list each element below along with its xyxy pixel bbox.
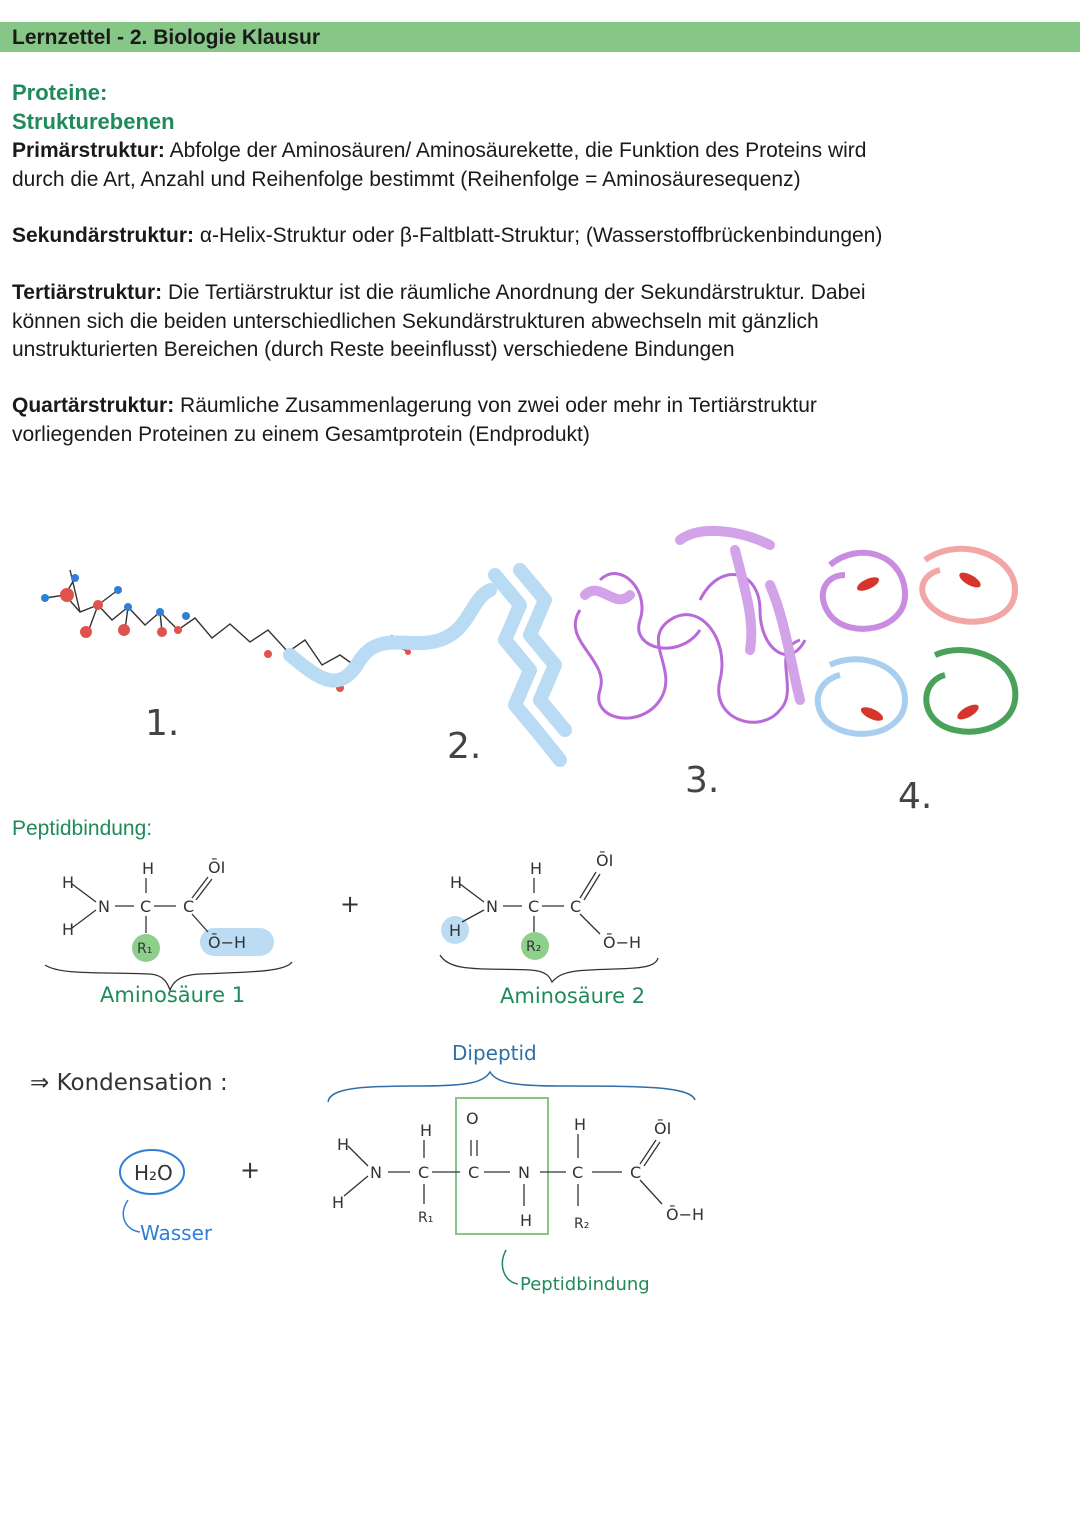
amino-acid-1-label: Aminosäure 1: [100, 983, 246, 1007]
secondary-term: Sekundärstruktur:: [12, 224, 195, 247]
tertiary-line3: unstrukturierten Bereichen (durch Reste beeinflusst) verschiedene Bindungen: [12, 338, 735, 361]
heading-proteins: Proteine:: [12, 80, 108, 105]
dp-h-n2: H: [520, 1211, 533, 1230]
tertiary-term: Tertiärstruktur:: [12, 281, 163, 304]
aa2-c-alpha: C: [528, 897, 540, 916]
dp-h-top: H: [337, 1135, 350, 1154]
page-title: Lernzettel - 2. Biologie Klausur: [12, 26, 321, 49]
aa1-r1: R₁: [137, 941, 153, 957]
water-arrow: [123, 1200, 140, 1232]
aa1-h-bottom: H: [62, 920, 75, 939]
amino-acid-1-structure: [62, 858, 274, 962]
dp-r1: R₁: [418, 1210, 434, 1226]
dp-c1: C: [418, 1163, 430, 1182]
amino-acid-2-structure: [441, 851, 641, 960]
dp-oh: Ō−H: [666, 1205, 705, 1224]
aa2-n: N: [486, 897, 498, 916]
dp-c-carboxyl: C: [630, 1163, 642, 1182]
aa1-h-top: H: [62, 873, 75, 892]
aa1-h-alpha: H: [142, 859, 155, 878]
quaternary-line2: vorliegenden Proteinen zu einem Gesamtprotein (Endprodukt): [12, 422, 590, 446]
dp-c-carbonyl: C: [468, 1163, 480, 1182]
level-number-2: 2.: [447, 726, 482, 767]
dp-o-carbonyl: O: [466, 1109, 479, 1128]
peptide-bond-label: Peptidbindung: [520, 1274, 650, 1295]
amino-acid-2-label: Aminosäure 2: [500, 984, 646, 1008]
aa2-oh: Ō−H: [603, 933, 642, 952]
primary-line1: Abfolge der Aminosäuren/ Aminosäurekette, die Funktion des Proteins wird: [164, 139, 867, 162]
quaternary-term: Quartärstruktur:: [12, 394, 175, 417]
dp-c2: C: [572, 1163, 584, 1182]
level-number-3: 3.: [685, 760, 720, 801]
dp-r2: R₂: [574, 1216, 590, 1232]
plus-sign-2: +: [240, 1156, 261, 1184]
peptide-bond-arrow: [502, 1250, 518, 1284]
heading-structure-levels: Strukturebenen: [12, 109, 175, 134]
dp-n1: N: [370, 1163, 382, 1182]
aa2-c-carboxyl: C: [570, 897, 582, 916]
aa1-o-double: ŌI: [208, 858, 226, 877]
dp-h1: H: [420, 1121, 433, 1140]
water-label: Wasser: [140, 1221, 213, 1245]
peptide-bond-heading: Peptidbindung:: [12, 817, 153, 840]
aa1-c-alpha: C: [140, 897, 152, 916]
dp-h-bottom: H: [332, 1193, 345, 1212]
tertiary-line2: können sich die beiden unterschiedlichen Sekundärstrukturen abwechseln mit gänzlich: [12, 309, 819, 333]
dp-n2: N: [518, 1163, 530, 1182]
dipeptide-label: Dipeptid: [452, 1041, 537, 1065]
aa2-h-bottom: H: [449, 921, 462, 940]
level-number-4: 4.: [898, 776, 933, 817]
water-formula: H₂O: [134, 1161, 173, 1185]
tertiary-line1: Die Tertiärstruktur ist die räumliche Anordnung der Sekundärstruktur. Dabei: [162, 281, 866, 304]
dp-h2: H: [574, 1115, 587, 1134]
dipeptide-structure: [332, 1098, 704, 1234]
level-number-1: 1.: [145, 703, 180, 744]
condensation-label: ⇒ Kondensation :: [30, 1070, 228, 1096]
aa2-h-alpha: H: [530, 859, 543, 878]
plus-sign-1: +: [340, 890, 361, 918]
aa1-n: N: [98, 897, 110, 916]
aa1-oh: Ō−H: [208, 933, 247, 952]
quaternary-line1: Räumliche Zusammenlagerung von zwei oder mehr in Tertiärstruktur: [174, 394, 817, 417]
aa2-o-double: ŌI: [596, 851, 614, 870]
aa1-c-carboxyl: C: [183, 897, 195, 916]
aa2-r2: R₂: [526, 939, 542, 955]
primary-line2: durch die Art, Anzahl und Reihenfolge bestimmt (Reihenfolge = Aminosäuresequenz): [12, 167, 801, 191]
aa2-h-top: H: [450, 873, 463, 892]
secondary-line1: α-Helix-Struktur oder β-Faltblatt-Struktur; (Wasserstoffbrückenbindungen): [194, 224, 883, 247]
dp-o-double: ŌI: [654, 1119, 672, 1138]
primary-term: Primärstruktur:: [12, 139, 165, 162]
